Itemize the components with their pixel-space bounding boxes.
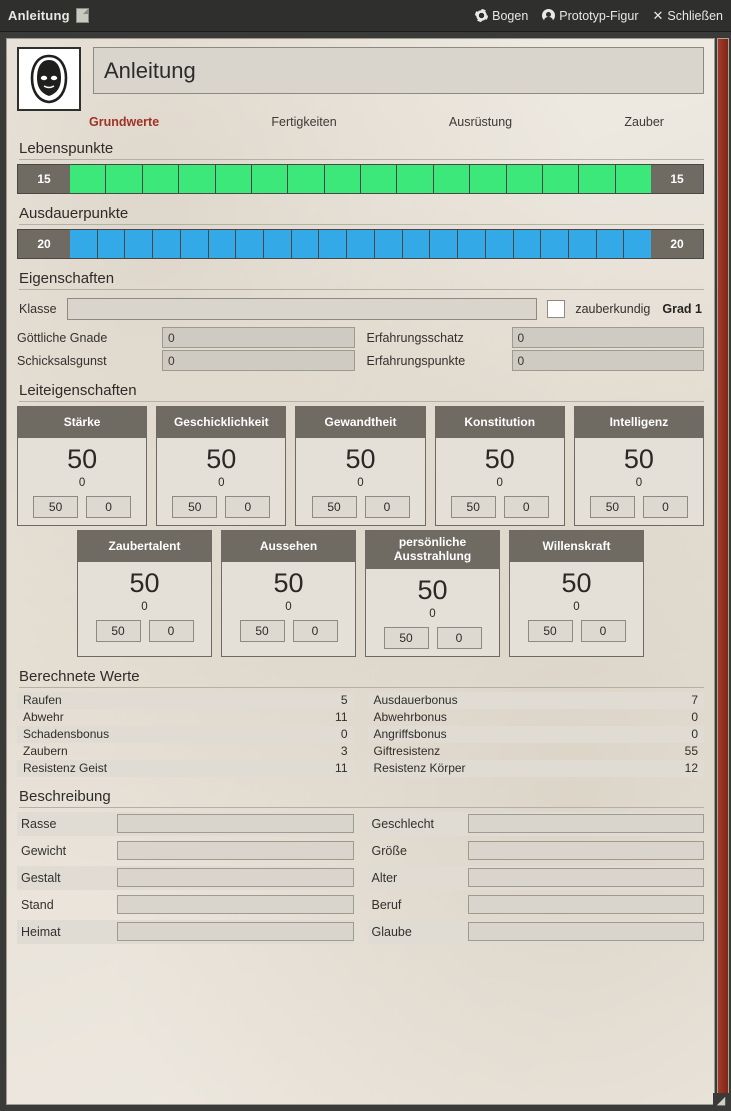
description-grid xyxy=(17,812,704,944)
ausdauerpunkte-cell[interactable] xyxy=(624,230,651,258)
computed-row xyxy=(368,692,705,709)
attribute-name: Willenskraft xyxy=(510,531,643,562)
description-label: Gewicht xyxy=(21,843,67,858)
klasse-input[interactable] xyxy=(67,298,538,320)
computed-label: Giftresistenz xyxy=(373,744,441,759)
attribute-box-base[interactable]: 50 xyxy=(96,620,141,642)
tab-zauber[interactable]: Zauber xyxy=(624,115,664,129)
computed-row xyxy=(17,709,354,726)
ausdauerpunkte-cell[interactable] xyxy=(458,230,486,258)
attribute-boxes xyxy=(584,496,694,525)
attribute-boxes xyxy=(378,627,488,656)
lebenspunkte-cell[interactable] xyxy=(70,165,106,193)
lebenspunkte-cell[interactable] xyxy=(397,165,433,193)
attribute-box-base[interactable]: 50 xyxy=(312,496,357,518)
field-value[interactable]: 0 xyxy=(162,350,355,371)
attribute-persoenliche-ausstrahlung xyxy=(365,530,500,657)
attribute-value: 50 xyxy=(561,568,592,598)
field-value[interactable]: 0 xyxy=(512,350,705,371)
description-label: Glaube xyxy=(371,924,412,939)
attribute-name: Zaubertalent xyxy=(78,531,211,562)
ausdauerpunkte-cell[interactable] xyxy=(264,230,292,258)
attribute-box-mod[interactable]: 0 xyxy=(86,496,131,518)
computed-value: 0 xyxy=(691,710,698,725)
field-goettliche-gnade xyxy=(17,327,355,348)
description-row xyxy=(368,839,705,863)
field-label: Erfahrungsschatz xyxy=(366,330,464,345)
description-row xyxy=(368,866,705,890)
description-row xyxy=(17,839,354,863)
computed-value: 55 xyxy=(684,744,698,759)
computed-label: Resistenz Geist xyxy=(23,761,108,776)
section-title-berechnete-werte: Berechnete Werte xyxy=(19,668,704,688)
attribute-gewandtheit xyxy=(295,406,425,526)
computed-row xyxy=(368,726,705,743)
attribute-name: Konstitution xyxy=(436,407,564,438)
description-input-rasse[interactable] xyxy=(117,814,354,833)
attribute-sub: 0 xyxy=(78,477,86,489)
description-label: Größe xyxy=(371,843,407,858)
attribute-name: Intelligenz xyxy=(575,407,703,438)
attribute-geschicklichkeit xyxy=(156,406,286,526)
description-input-heimat[interactable] xyxy=(117,922,354,941)
lebenspunkte-cells[interactable] xyxy=(70,165,651,193)
tab-ausruestung[interactable]: Ausrüstung xyxy=(448,115,513,129)
portrait[interactable] xyxy=(17,47,81,111)
attribute-name: Aussehen xyxy=(222,531,355,562)
title-bar-left xyxy=(8,8,89,23)
lebenspunkte-cell[interactable] xyxy=(434,165,470,193)
attribute-sub: 0 xyxy=(573,601,580,613)
title-bar-actions xyxy=(475,9,723,23)
ausdauerpunkte-right-value: 20 xyxy=(651,230,703,258)
computed-value: 11 xyxy=(335,761,348,776)
lebenspunkte-cell[interactable] xyxy=(361,165,397,193)
computed-row xyxy=(368,760,705,777)
lebenspunkte-cell[interactable] xyxy=(543,165,579,193)
field-label: Göttliche Gnade xyxy=(17,330,108,345)
description-input-glaube[interactable] xyxy=(468,922,705,941)
description-row xyxy=(368,893,705,917)
character-sheet xyxy=(6,38,715,1105)
grad-label: Grad 1 xyxy=(662,302,702,316)
attribute-box-mod[interactable]: 0 xyxy=(149,620,194,642)
attribute-box-mod[interactable]: 0 xyxy=(365,496,410,518)
attribute-boxes xyxy=(27,496,137,525)
ausdauerpunkte-cell[interactable] xyxy=(70,230,98,258)
computed-row xyxy=(17,743,354,760)
lebenspunkte-bar[interactable] xyxy=(17,164,704,194)
attribute-box-base[interactable]: 50 xyxy=(590,496,635,518)
lebenspunkte-cell[interactable] xyxy=(325,165,361,193)
computed-row xyxy=(17,760,354,777)
attribute-value: 50 xyxy=(273,568,304,598)
klasse-label: Klasse xyxy=(19,302,57,316)
attribute-boxes xyxy=(90,620,200,649)
attribute-box-mod[interactable]: 0 xyxy=(293,620,338,642)
attribute-zaubertalent xyxy=(77,530,212,657)
ausdauerpunkte-cell[interactable] xyxy=(486,230,514,258)
description-input-stand[interactable] xyxy=(117,895,354,914)
ausdauerpunkte-left-value: 20 xyxy=(18,230,70,258)
attribute-aussehen xyxy=(221,530,356,657)
tab-fertigkeiten[interactable]: Fertigkeiten xyxy=(271,115,337,129)
attribute-value: 50 xyxy=(484,444,515,474)
section-title-leiteigenschaften: Leiteigenschaften xyxy=(19,382,704,402)
section-title-ausdauerpunkte: Ausdauerpunkte xyxy=(19,205,704,225)
ausdauerpunkte-cell[interactable] xyxy=(347,230,375,258)
attribute-value: 50 xyxy=(417,574,448,605)
attribute-value: 50 xyxy=(129,568,160,598)
computed-value: 0 xyxy=(340,727,348,742)
computed-value: 3 xyxy=(340,744,348,759)
hooded-figure-avatar xyxy=(26,53,72,105)
computed-row xyxy=(17,726,354,743)
attribute-box-mod[interactable]: 0 xyxy=(437,627,482,649)
sheet-header xyxy=(17,47,704,111)
attribute-value: 50 xyxy=(67,444,98,474)
ausdauerpunkte-cell[interactable] xyxy=(319,230,347,258)
description-row xyxy=(17,893,354,917)
title-bar xyxy=(0,0,731,32)
field-schicksalsgunst xyxy=(17,350,355,371)
ausdauerpunkte-cell[interactable] xyxy=(403,230,431,258)
ausdauerpunkte-bar[interactable] xyxy=(17,229,704,259)
attribute-sub: 0 xyxy=(141,601,148,613)
lebenspunkte-cell[interactable] xyxy=(106,165,142,193)
ausdauerpunkte-cell[interactable] xyxy=(181,230,209,258)
description-row xyxy=(368,812,705,836)
attribute-box-base[interactable]: 50 xyxy=(240,620,285,642)
ausdauerpunkte-cell[interactable] xyxy=(98,230,126,258)
attribute-konstitution xyxy=(435,406,565,526)
attribute-box-base[interactable]: 50 xyxy=(451,496,496,518)
attribute-value: 50 xyxy=(623,444,654,474)
description-input-beruf[interactable] xyxy=(468,895,705,914)
attribute-box-base[interactable]: 50 xyxy=(528,620,573,642)
computed-row xyxy=(368,743,705,760)
description-input-geschlecht[interactable] xyxy=(468,814,705,833)
attribute-value: 50 xyxy=(345,444,376,474)
zauberkundig-checkbox[interactable] xyxy=(547,300,565,318)
computed-value: 12 xyxy=(684,761,698,776)
lebenspunkte-cell[interactable] xyxy=(507,165,543,193)
eigenschaften-fields xyxy=(17,327,704,371)
attribute-staerke xyxy=(17,406,147,526)
lebenspunkte-cell[interactable] xyxy=(216,165,252,193)
lebenspunkte-right-value: 15 xyxy=(651,165,703,193)
computed-label: Abwehr xyxy=(23,710,64,725)
prototyp-figur-button[interactable] xyxy=(542,9,638,23)
section-title-eigenschaften: Eigenschaften xyxy=(19,270,704,290)
attribute-boxes xyxy=(166,496,276,525)
attribute-name: Geschicklichkeit xyxy=(157,407,285,438)
ausdauerpunkte-cell[interactable] xyxy=(236,230,264,258)
ausdauerpunkte-cell[interactable] xyxy=(514,230,542,258)
ausdauerpunkte-cells[interactable] xyxy=(70,230,651,258)
gear-icon xyxy=(475,9,488,22)
computed-label: Ausdauerbonus xyxy=(373,693,458,708)
computed-label: Abwehrbonus xyxy=(373,710,447,725)
computed-label: Angriffsbonus xyxy=(373,727,447,742)
computed-row xyxy=(17,692,354,709)
close-label: Schließen xyxy=(667,8,723,23)
scrollbar-thumb[interactable] xyxy=(718,39,728,1104)
ausdauerpunkte-cell[interactable] xyxy=(430,230,458,258)
ausdauerpunkte-cell[interactable] xyxy=(209,230,237,258)
lebenspunkte-cell[interactable] xyxy=(470,165,506,193)
computed-value: 11 xyxy=(335,710,348,725)
attribute-value: 50 xyxy=(206,444,237,474)
attribute-sub: 0 xyxy=(285,601,292,613)
attribute-sub: 0 xyxy=(429,607,436,620)
attribute-sub: 0 xyxy=(357,477,364,489)
ausdauerpunkte-cell[interactable] xyxy=(597,230,625,258)
attribute-intelligenz xyxy=(574,406,704,526)
character-name-input[interactable] xyxy=(93,47,704,94)
field-erfahrungsschatz xyxy=(367,327,705,348)
attribute-sub: 0 xyxy=(218,477,225,489)
attribute-sub: 0 xyxy=(635,477,643,489)
description-label: Heimat xyxy=(21,924,61,939)
attribute-row-primary xyxy=(17,406,704,526)
attribute-row-secondary xyxy=(17,530,704,657)
attribute-willenskraft xyxy=(509,530,644,657)
attribute-box-base[interactable]: 50 xyxy=(33,496,78,518)
lebenspunkte-cell[interactable] xyxy=(252,165,288,193)
attribute-box-base[interactable]: 50 xyxy=(384,627,429,649)
attribute-box-mod[interactable]: 0 xyxy=(581,620,626,642)
description-row xyxy=(17,866,354,890)
ausdauerpunkte-cell[interactable] xyxy=(569,230,597,258)
description-label: Stand xyxy=(21,897,54,912)
description-row xyxy=(17,812,354,836)
attribute-name: Stärke xyxy=(18,407,146,438)
ausdauerpunkte-cell[interactable] xyxy=(541,230,569,258)
computed-value: 5 xyxy=(340,693,348,708)
attribute-box-mod[interactable]: 0 xyxy=(643,496,688,518)
lebenspunkte-cell[interactable] xyxy=(143,165,179,193)
computed-label: Raufen xyxy=(23,693,62,708)
window-title: Anleitung xyxy=(8,8,70,23)
sheet-tabs xyxy=(17,111,704,129)
window-body xyxy=(0,32,731,1111)
attribute-sub: 0 xyxy=(496,477,503,489)
attribute-box-mod[interactable]: 0 xyxy=(225,496,270,518)
ausdauerpunkte-cell[interactable] xyxy=(375,230,403,258)
vertical-scrollbar[interactable] xyxy=(717,38,729,1105)
computed-value: 7 xyxy=(691,693,698,708)
lebenspunkte-cell[interactable] xyxy=(288,165,324,193)
description-label: Gestalt xyxy=(21,870,61,885)
resize-grip-icon[interactable]: ◢ xyxy=(713,1093,729,1109)
attribute-boxes xyxy=(234,620,344,649)
description-label: Alter xyxy=(371,870,398,885)
lebenspunkte-cell[interactable] xyxy=(616,165,651,193)
computed-label: Resistenz Körper xyxy=(373,761,466,776)
bogen-label: Bogen xyxy=(492,8,529,23)
description-row xyxy=(368,920,705,944)
description-input-groesse[interactable] xyxy=(468,841,705,860)
field-label: Erfahrungspunkte xyxy=(366,353,466,368)
klasse-row xyxy=(17,294,704,327)
description-row xyxy=(17,920,354,944)
lebenspunkte-left-value: 15 xyxy=(18,165,70,193)
attribute-box-mod[interactable]: 0 xyxy=(504,496,549,518)
description-label: Beruf xyxy=(371,897,402,912)
field-erfahrungspunkte xyxy=(367,350,705,371)
lebenspunkte-cell[interactable] xyxy=(579,165,615,193)
description-input-gestalt[interactable] xyxy=(117,868,354,887)
attribute-boxes xyxy=(445,496,555,525)
tab-grundwerte[interactable]: Grundwerte xyxy=(89,115,160,129)
close-button[interactable] xyxy=(653,9,724,23)
field-value[interactable]: 0 xyxy=(512,327,705,348)
computed-label: Zaubern xyxy=(23,744,68,759)
bogen-button[interactable] xyxy=(475,9,528,23)
attribute-name: Gewandtheit xyxy=(296,407,424,438)
ausdauerpunkte-cell[interactable] xyxy=(125,230,153,258)
description-input-gewicht[interactable] xyxy=(117,841,354,860)
document-icon xyxy=(76,8,89,23)
prototyp-figur-label: Prototyp-Figur xyxy=(559,8,639,23)
attribute-boxes xyxy=(306,496,416,525)
attribute-box-base[interactable]: 50 xyxy=(172,496,217,518)
description-label: Rasse xyxy=(21,816,57,831)
computed-value: 0 xyxy=(691,727,698,742)
description-label: Geschlecht xyxy=(371,816,435,831)
close-icon: ✕ xyxy=(652,8,664,23)
attribute-boxes xyxy=(522,620,632,649)
computed-label: Schadensbonus xyxy=(23,727,110,742)
section-title-lebenspunkte: Lebenspunkte xyxy=(19,140,704,160)
description-input-alter[interactable] xyxy=(468,868,705,887)
section-title-beschreibung: Beschreibung xyxy=(19,788,704,808)
ausdauerpunkte-cell[interactable] xyxy=(153,230,181,258)
field-label: Schicksalsgunst xyxy=(17,353,107,368)
field-value[interactable]: 0 xyxy=(162,327,355,348)
zauberkundig-label: zauberkundig xyxy=(575,302,651,316)
person-icon xyxy=(542,9,555,22)
lebenspunkte-cell[interactable] xyxy=(179,165,215,193)
computed-row xyxy=(368,709,705,726)
ausdauerpunkte-cell[interactable] xyxy=(292,230,320,258)
attribute-name: persönliche Ausstrahlung xyxy=(366,531,499,569)
computed-values-grid xyxy=(17,692,704,777)
